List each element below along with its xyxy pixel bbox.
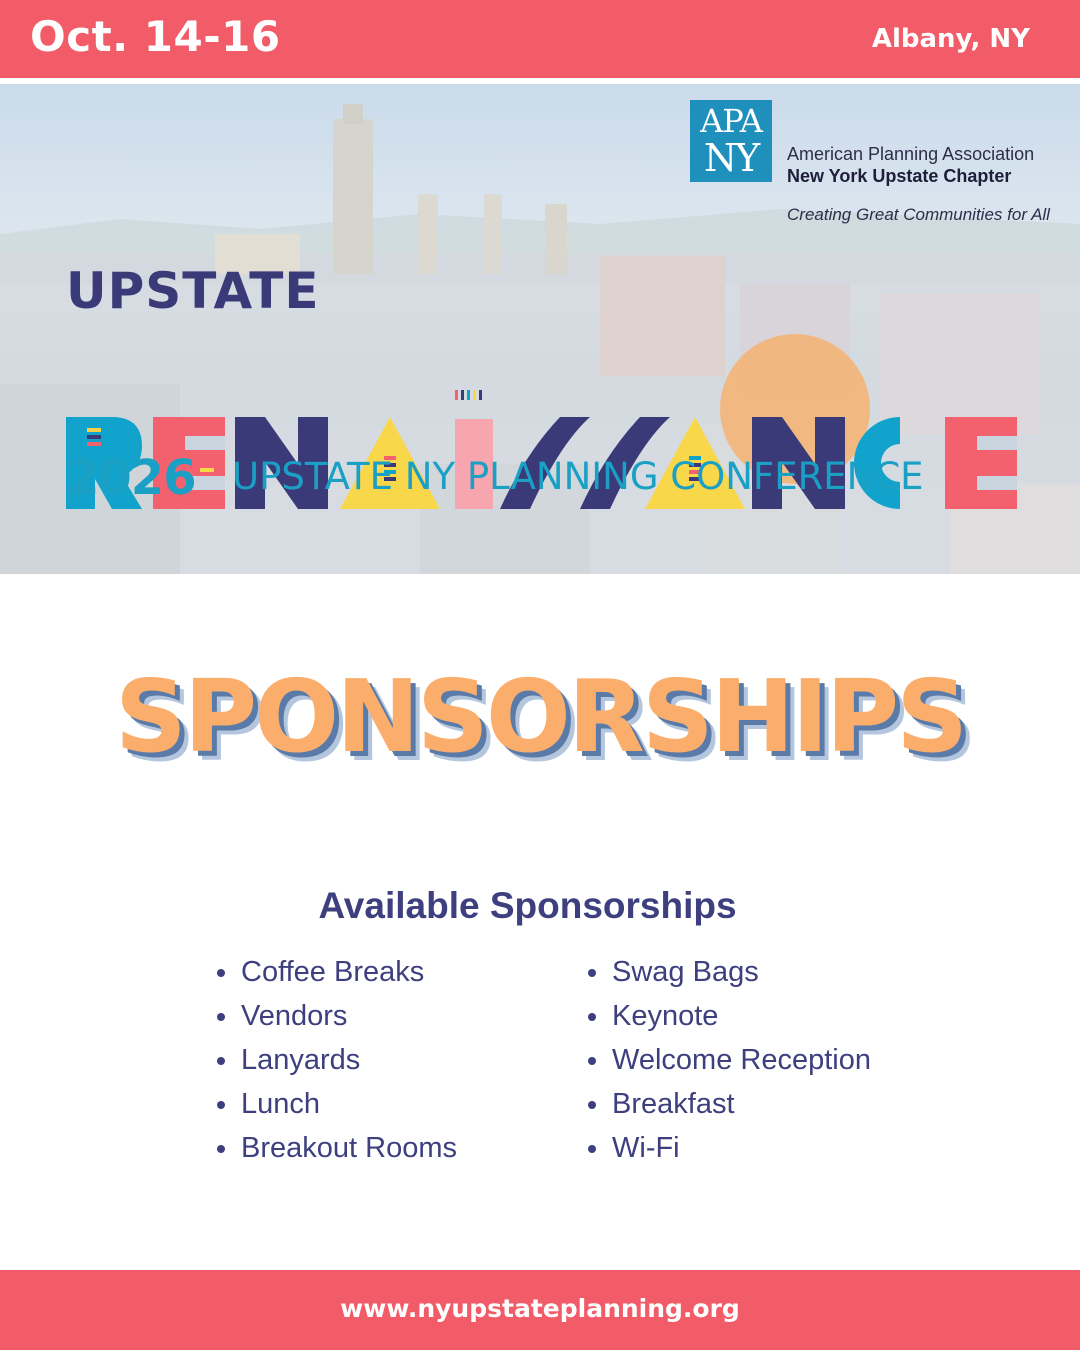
list-item: Welcome Reception [586, 1038, 871, 1082]
available-heading: Available Sponsorships [318, 885, 737, 926]
wordmark-upstate: UPSTATE [66, 262, 320, 320]
list-item: Coffee Breaks [215, 950, 457, 994]
list-item: Keynote [586, 994, 871, 1038]
list-item: Lunch [215, 1082, 457, 1126]
wordmark-letter-e2 [945, 417, 1017, 509]
bullet-icon [588, 969, 596, 977]
top-banner [0, 0, 1080, 78]
bullet-icon [588, 1101, 596, 1109]
bullet-icon [217, 1101, 225, 1109]
event-dates: Oct. 14-16 [30, 12, 281, 61]
bullet-icon [588, 1057, 596, 1065]
apa-ny-logo: APA NY [690, 100, 772, 182]
organization-name: American Planning Association [787, 144, 1035, 164]
page-title: SPONSORSHIPS [114, 658, 966, 775]
list-item: Vendors [215, 994, 457, 1038]
bullet-icon [588, 1145, 596, 1153]
list-item: Wi-Fi [586, 1126, 871, 1170]
bullet-icon [217, 1145, 225, 1153]
bullet-icon [217, 1013, 225, 1021]
event-location: Albany, NY [871, 24, 1030, 54]
sponsorship-list-right [586, 950, 871, 1170]
hero-cityscape [0, 84, 1080, 574]
bullet-icon [588, 1013, 596, 1021]
conference-name: UPSTATE NY PLANNING CONFERENCE [232, 455, 924, 498]
bullet-icon [217, 1057, 225, 1065]
bullet-icon [217, 969, 225, 977]
conference-year: 2026 [66, 450, 196, 506]
list-item: Swag Bags [586, 950, 871, 994]
list-item: Breakout Rooms [215, 1126, 457, 1170]
bottom-banner [0, 1270, 1080, 1350]
organization-tagline: Creating Great Communities for All [787, 205, 1050, 224]
list-item: Lanyards [215, 1038, 457, 1082]
list-item: Breakfast [586, 1082, 871, 1126]
website-link[interactable]: www.nyupstateplanning.org [340, 1294, 740, 1323]
sponsorship-list-left [215, 950, 457, 1170]
chapter-name: New York Upstate Chapter [787, 166, 1012, 186]
